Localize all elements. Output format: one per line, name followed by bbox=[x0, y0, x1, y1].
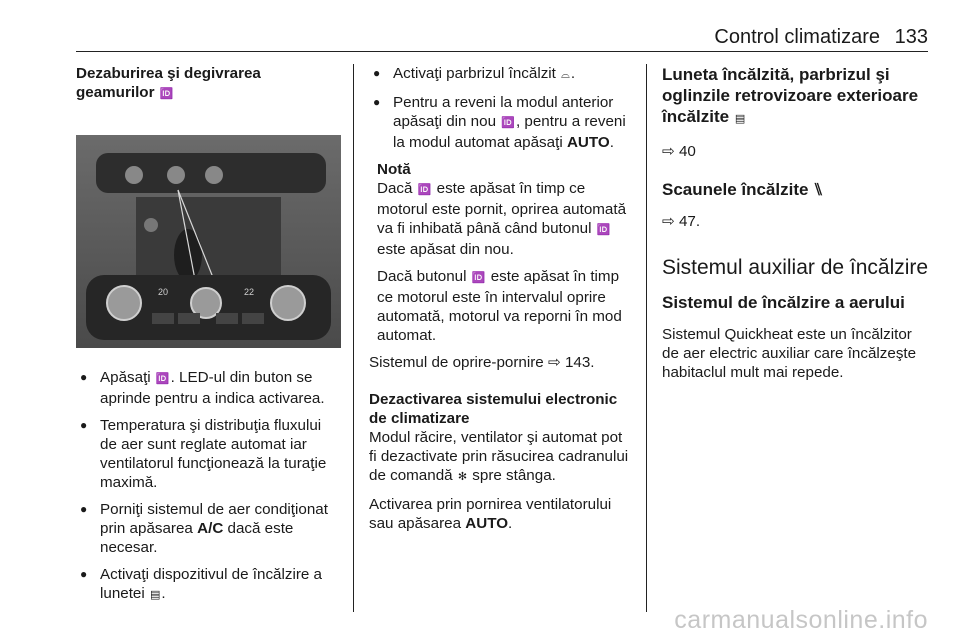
watermark: carmanualsonline.info bbox=[674, 606, 928, 634]
defrost-icon: 🆔 bbox=[501, 117, 515, 129]
page-title: Control climatizare bbox=[714, 26, 880, 48]
column-1 bbox=[76, 64, 341, 613]
list-item: ● Activaţi dispozitivul de încălzire a lunetei ▤. bbox=[76, 565, 341, 605]
page-header bbox=[76, 24, 928, 50]
climate-control-photo bbox=[76, 135, 341, 348]
paragraph: Activarea prin pornirea ventilatorului sau apăsarea AUTO. bbox=[369, 496, 612, 532]
note-paragraph: Dacă 🆔 este apăsat în timp ce motorul este pornit, oprirea automată va fi inhibată până când butonul 🆔 este apăsat din nou. bbox=[377, 180, 627, 258]
defrost-icon: 🆔 bbox=[471, 272, 486, 284]
climate-panel-image bbox=[76, 135, 341, 348]
cross-reference: Sistemul de oprire-pornire ⇨ 143. bbox=[369, 354, 595, 371]
cross-reference: ⇨ 47. bbox=[662, 213, 701, 230]
column-2 bbox=[369, 64, 634, 533]
heated-windscreen-icon: ⌓ bbox=[561, 69, 570, 81]
rear-window-heater-icon: ▤ bbox=[734, 113, 746, 125]
note-block bbox=[369, 160, 634, 345]
page-number: 133 bbox=[894, 26, 928, 48]
list-item: ● Porniţi sistemul de aer condiţionat prin apăsarea A/C dacă este necesar. bbox=[76, 500, 341, 557]
list-item: ● Temperatura şi distribuţia fluxului de aer sunt reglate automat iar ventilatorul funcţionează la turaţie maximă. bbox=[76, 416, 341, 492]
section-heading: Luneta încălzită, parbrizul şi oglinzile retrovizoare exterioare încălzite ▤ bbox=[662, 64, 930, 130]
list-item: ● Activaţi parbrizul încălzit ⌓. bbox=[369, 64, 634, 85]
paragraph: Modul răcire, ventilator şi automat pot fi dezactivate prin răsucirea cadranului de comandă ✻ spre stânga. bbox=[369, 428, 634, 487]
header-rule bbox=[76, 51, 928, 52]
reference-arrow-icon: ⇨ bbox=[662, 143, 675, 160]
sub-heading: Dezactivarea sistemului electronic de climatizare bbox=[369, 391, 618, 427]
temp-right-label: 22 bbox=[244, 287, 255, 297]
defrost-icon: 🆔 bbox=[596, 224, 611, 236]
defrost-icon: 🆔 bbox=[155, 373, 170, 385]
note-paragraph: Dacă butonul 🆔 este apăsat în timp ce motorul este în intervalul oprire automată, motorul va reporni în mod automat. bbox=[377, 268, 622, 344]
fan-icon: ✻ bbox=[457, 471, 468, 483]
temp-left-label: 20 bbox=[158, 287, 169, 297]
rear-window-heater-icon: ▤ bbox=[150, 589, 161, 601]
list-item: ● Apăsaţi 🆔. LED-ul din buton se aprinde pentru a indica activarea. bbox=[76, 368, 341, 408]
column-3 bbox=[662, 64, 930, 382]
cross-reference: ⇨ 40 bbox=[662, 143, 696, 160]
reference-arrow-icon: ⇨ bbox=[662, 213, 675, 230]
section-heading: Scaunele încălzite ⑊ bbox=[662, 180, 824, 199]
list-item: ● Pentru a reveni la modul anterior apăsaţi din nou 🆔, pentru a reveni la modul automat apăsaţi AUTO. bbox=[369, 93, 634, 152]
defrost-icon: 🆔 bbox=[159, 88, 174, 100]
paragraph: Sistemul Quickheat este un încălzitor de aer electric auxiliar care încălzeşte habitaclul mult mai repede. bbox=[662, 326, 917, 381]
column-divider bbox=[646, 64, 647, 612]
instruction-list bbox=[76, 368, 341, 605]
section-title: Sistemul auxiliar de încălzire bbox=[662, 256, 929, 279]
section-heading: Dezaburirea şi degivrarea geamurilor 🆔 bbox=[76, 64, 341, 104]
sub-heading: Sistemul de încălzire a aerului bbox=[662, 293, 905, 312]
note-title: Notă bbox=[377, 161, 411, 178]
seat-heater-icon: ⑊ bbox=[813, 180, 824, 199]
reference-arrow-icon: ⇨ bbox=[547, 354, 561, 371]
defrost-icon: 🆔 bbox=[417, 184, 432, 196]
instruction-list bbox=[369, 64, 634, 152]
column-divider bbox=[353, 64, 354, 612]
